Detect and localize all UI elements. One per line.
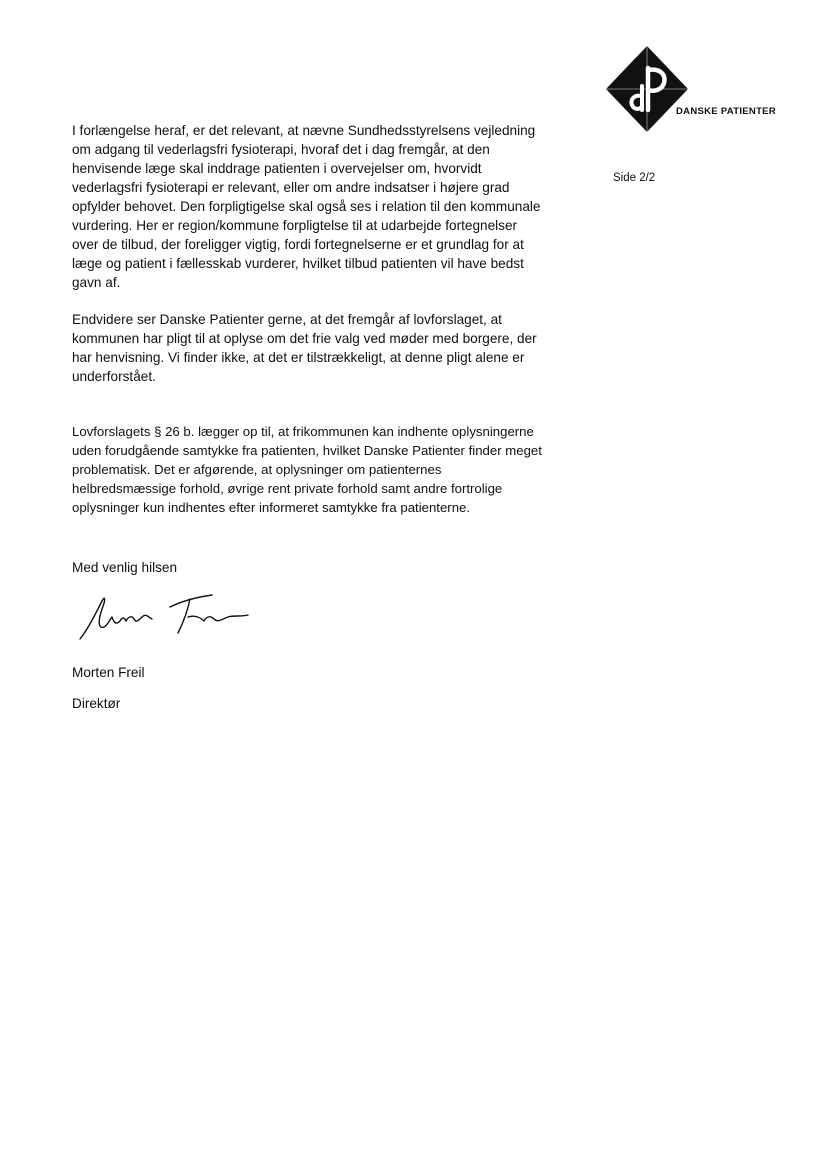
- paragraph-1: I forlængelse heraf, er det relevant, at nævne Sundhedsstyrelsens vejledning om adgang til vederlagsfri fysioterapi, hvoraf det i dag fremgår, at den henvisende læge skal inddrage patienten i overvejelser om, hvorvidt vederlagsfri fysioterapi er relevant, eller om andre indsatser i højere grad opfylder behovet. Den forpligtigelse skal også ses i relation til den kommunale vurdering. Her er region/kommune forpligtelse til at udarbejde fortegnelser over de tilbud, der foreligger vigtig, fordi fortegnelserne er et grundlag for at læge og patient i fællesskab vurderer, hvilket tilbud patienten vil have bedst gavn af.: [72, 123, 541, 290]
- paragraph-3: Lovforslagets § 26 b. lægger op til, at frikommunen kan indhente oplysningerne uden forudgående samtykke fra patienten, hvilket Danske Patienter finder meget problematisk. Det er afgørende, at oplysninger om patienternes helbredsmæssige forhold, øvrige rent private forhold samt andre fortrolige oplysninger kun indhentes efter informeret samtykke fra patienterne.: [72, 424, 542, 515]
- signer-title: Direktør: [72, 696, 121, 711]
- signer-name: Morten Freil: [72, 665, 145, 680]
- logo-wordmark: DANSKE PATIENTER: [676, 106, 776, 117]
- paragraph-2: Endvidere ser Danske Patienter gerne, at det fremgår af lovforslaget, at kommunen har pligt til at oplyse om det frie valg ved møder med borgere, der har henvisning. Vi finder ikke, at det er tilstrækkeligt, at denne pligt alene er underforstået.: [72, 312, 537, 384]
- logo-diamond-icon: [606, 46, 688, 132]
- letter-body: [72, 121, 547, 713]
- closing-salutation: Med venlig hilsen: [72, 560, 178, 575]
- handwritten-signature: [72, 587, 262, 647]
- page-number: Side 2/2: [613, 172, 656, 184]
- danske-patienter-logo: [606, 46, 776, 136]
